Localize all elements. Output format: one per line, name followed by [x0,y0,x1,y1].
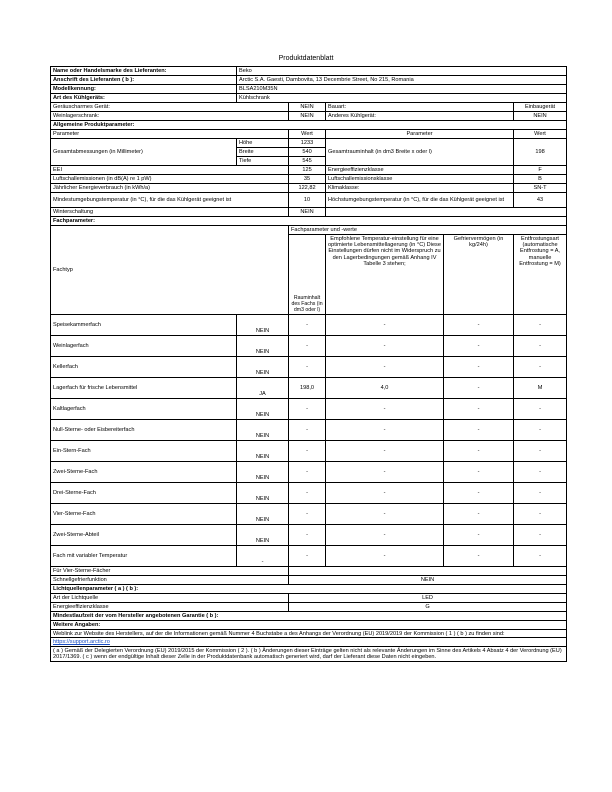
fach-temp-header: Empfohlene Temperatur-einstellung für eine optimierte Lebensmittellagerung (in °C) Diese Einstellungen dürfen nicht im Widerspruch zu den Lagerbedingungen gemäß Anhang IV Tabelle 3 stehen; [326,235,444,315]
compartment-defrost: - [514,315,567,336]
height-label: Höhe [237,139,289,148]
max-temp-value: 43 [514,193,567,208]
compartment-freeze: - [444,399,514,420]
compartment-volume: - [289,315,326,336]
compartment-temp: - [326,462,444,483]
eei-value: 125 [289,166,326,175]
design-value: Einbaugerät [514,103,567,112]
general-col-value: Wert [289,130,326,139]
winter-label: Winterschaltung [51,208,289,217]
compartment-temp: - [326,399,444,420]
compartment-row [51,378,567,399]
compartment-row [51,546,567,567]
compartment-defrost: - [514,420,567,441]
compartment-freeze: - [444,357,514,378]
fachtyp-header: Fachtyp [51,226,289,315]
light-type-label: Art der Lichtquelle [51,594,289,603]
support-link[interactable]: https://support.arctic.ro [53,639,110,646]
compartment-temp: 4,0 [326,378,444,399]
compartment-name: Weinlagerfach [51,336,237,357]
depth-label: Tiefe [237,157,289,166]
climate-class-value: SN-T [514,184,567,193]
fach-volume-header: Rauminhalt des Fachs (in dm3 oder l) [289,235,326,315]
min-temp-label: Mindestumgebungstemperatur (in °C), für die das Kühlgerät geeignet ist [51,193,289,208]
compartment-freeze: - [444,546,514,567]
compartment-defrost: - [514,483,567,504]
compartment-volume: 198,0 [289,378,326,399]
compartment-present: NEIN [237,525,289,546]
compartment-present: JA [237,378,289,399]
annual-energy-label: Jährlicher Energieverbrauch (in kWh/a) [51,184,289,193]
min-temp-value: 10 [289,193,326,208]
compartment-temp: - [326,357,444,378]
compartment-present: NEIN [237,462,289,483]
height-value: 1233 [289,139,326,148]
compartment-row [51,315,567,336]
compartment-temp: - [326,504,444,525]
other-device-label: Anderes Kühlgerät: [326,112,514,121]
compartment-defrost: - [514,546,567,567]
light-class-label: Energieeffizienzklasse [51,603,289,612]
compartment-present: NEIN [237,357,289,378]
compartment-present: NEIN [237,336,289,357]
volume-label: Gesamtrauminhalt (in dm3 Breite x oder l) [326,139,514,166]
climate-class-label: Klimaklasse: [326,184,514,193]
compartment-defrost: - [514,441,567,462]
quick-freeze-value: NEIN [289,576,567,585]
compartment-volume: - [289,441,326,462]
supplier-address-value: Arctic S.A. Gaesti, Dambovita, 13 Decembrie Street, No 215, Romania [237,76,567,85]
compartment-defrost: - [514,357,567,378]
compartment-freeze: - [444,504,514,525]
compartment-name: Zwei-Sterne-Abteil [51,525,237,546]
compartment-row [51,441,567,462]
compartment-row [51,462,567,483]
compartment-name: Zwei-Sterne-Fach [51,462,237,483]
compartment-name: Fach mit variabler Temperatur [51,546,237,567]
compartment-row [51,399,567,420]
compartment-volume: - [289,525,326,546]
compartment-name: Kaltlagerfach [51,399,237,420]
compartment-temp: - [326,525,444,546]
compartment-row [51,336,567,357]
compartment-freeze: - [444,441,514,462]
compartment-name: Vier-Sterne-Fach [51,504,237,525]
fach-defrost-header: Entfrostungsart (automatische Entfrostung = A, manuelle Entfrostung = M) [514,235,567,315]
energy-class-label: Energieeffizienzklasse [326,166,514,175]
noise-label: Luftschallemissionen (in dB(A) re 1 pW) [51,175,289,184]
further-text: Weblink zur Website des Herstellers, auf der die Informationen gemäß Nummer 4 Buchstabe a des Anhangs der Verordnung (EU) 2019/2019 der Kommission ( 1 ) ( b ) zu finden sind: [51,630,567,638]
further-heading: Weitere Angaben: [51,621,567,630]
compartment-temp: - [326,420,444,441]
compartment-defrost: - [514,336,567,357]
volume-value: 198 [514,139,567,166]
general-col-param2: Parameter [326,130,514,139]
compartment-temp: - [326,315,444,336]
compartment-temp: - [326,483,444,504]
compartment-present: NEIN [237,420,289,441]
light-heading: Lichtquellenparameter ( a ) ( b ): [51,585,567,594]
compartment-freeze: - [444,378,514,399]
low-noise-value: NEIN [289,103,326,112]
other-device-value: NEIN [514,112,567,121]
compartment-name: Lagerfach für frische Lebensmittel [51,378,237,399]
compartment-volume: - [289,357,326,378]
compartment-freeze: - [444,525,514,546]
design-label: Bauart: [326,103,514,112]
compartment-row [51,525,567,546]
model-label: Modellkennung: [51,85,237,94]
compartment-defrost: - [514,462,567,483]
light-class-value: G [289,603,567,612]
compartment-defrost: - [514,399,567,420]
light-type-value: LED [289,594,567,603]
fach-freeze-header: Gefriervermögen (in kg/24h) [444,235,514,315]
compartment-temp: - [326,441,444,462]
winter-value: NEIN [289,208,326,217]
width-label: Breite [237,148,289,157]
compartment-name: Drei-Sterne-Fach [51,483,237,504]
compartment-present: NEIN [237,441,289,462]
compartment-freeze: - [444,483,514,504]
max-temp-label: Höchstumgebungstemperatur (in °C), für die das Kühlgerät geeignet ist [326,193,514,208]
compartment-row [51,483,567,504]
supplier-name-label: Name oder Handelsmarke des Lieferanten: [51,67,237,76]
compartment-name: Ein-Stern-Fach [51,441,237,462]
low-noise-label: Geräuscharmes Gerät: [51,103,289,112]
general-col-param: Parameter [51,130,289,139]
compartment-volume: - [289,504,326,525]
eei-label: EEI [51,166,289,175]
compartment-present: NEIN [237,483,289,504]
compartment-volume: - [289,546,326,567]
compartment-temp: - [326,336,444,357]
noise-class-label: Luftschallemissionsklasse [326,175,514,184]
compartment-name: Null-Sterne- oder Eisbereiterfach [51,420,237,441]
quick-freeze-label: Schnellgefrierfunktion [51,576,289,585]
compartment-volume: - [289,420,326,441]
compartment-present: - [237,546,289,567]
general-heading: Allgemeine Produktparameter: [51,121,567,130]
compartments-heading: Fachparameter: [51,217,567,226]
depth-value: 545 [289,157,326,166]
compartment-volume: - [289,483,326,504]
model-value: BLSA210M35N [237,85,567,94]
width-value: 540 [289,148,326,157]
compartment-row [51,357,567,378]
device-type-label: Art des Kühlgeräts: [51,94,237,103]
general-col-value2: Wert [514,130,567,139]
four-star-label: Für Vier-Sterne-Fächer [51,567,289,576]
compartment-volume: - [289,336,326,357]
compartment-present: NEIN [237,504,289,525]
compartment-row [51,504,567,525]
compartment-volume: - [289,399,326,420]
compartment-present: NEIN [237,399,289,420]
compartment-present: NEIN [237,315,289,336]
product-data-sheet [50,66,567,662]
compartment-defrost: - [514,525,567,546]
supplier-name-value: Beko [237,67,567,76]
compartment-freeze: - [444,462,514,483]
compartment-name: Speisekammerfach [51,315,237,336]
wine-cabinet-value: NEIN [289,112,326,121]
energy-class-value: F [514,166,567,175]
compartment-defrost: - [514,504,567,525]
compartment-row [51,420,567,441]
compartment-freeze: - [444,336,514,357]
compartment-volume: - [289,462,326,483]
footnote-text: ( a ) Gemäß der Delegierten Verordnung (EU) 2019/2015 der Kommission ( 2 ). ( b ) Änderungen dieser Einträge gelten nicht als relevante Änderungen im Sinne des Artikels 4 Absatz 4 der Verordnung (EU) 2017/1369. ( c ) wenn der endgültige Inhalt dieser Zelle in der Produktdatenbank automatisch generiert wird, darf der Lieferant diese Daten nicht eingeben. [51,647,567,662]
noise-class-value: B [514,175,567,184]
compartment-defrost: M [514,378,567,399]
compartment-name: Kellerfach [51,357,237,378]
compartment-temp: - [326,546,444,567]
noise-value: 35 [289,175,326,184]
supplier-address-label: Anschrift des Lieferanten ( b ): [51,76,237,85]
device-type-value: Kühlschrank [237,94,567,103]
annual-energy-value: 122,82 [289,184,326,193]
compartment-freeze: - [444,315,514,336]
fach-params-header: Fachparameter und -werte [289,226,567,235]
compartment-freeze: - [444,420,514,441]
dimensions-label: Gesamtabmessungen (in Millimeter) [51,139,237,166]
page-title: Produktdatenblatt [278,55,334,62]
wine-cabinet-label: Weinlagerschrank: [51,112,289,121]
warranty-label: Mindestlaufzeit der vom Hersteller angebotenen Garantie ( b ): [51,612,567,621]
